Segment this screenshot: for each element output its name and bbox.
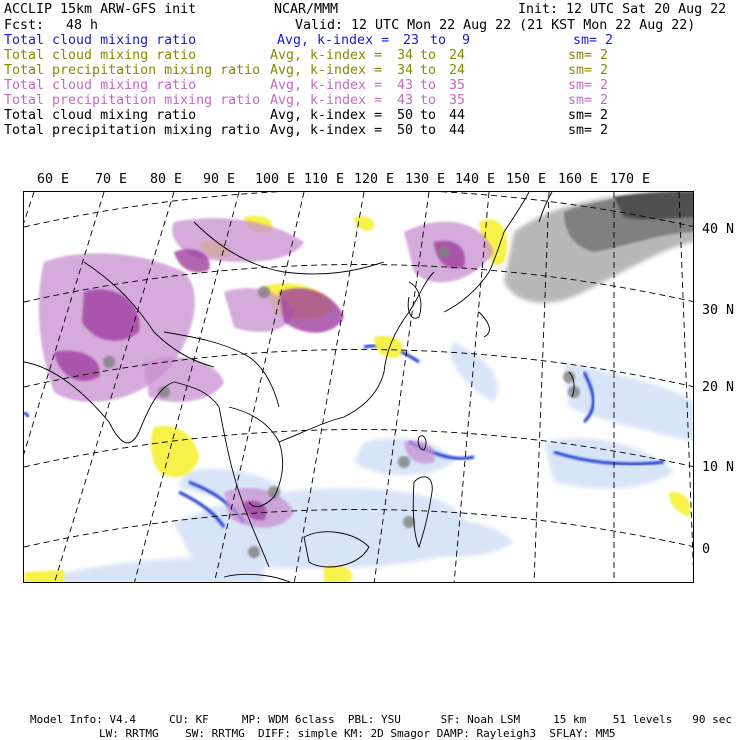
weather-map	[23, 191, 694, 583]
longitude-label: 140 E	[455, 172, 496, 187]
cloud-dark-grey	[614, 192, 694, 219]
field-avg-label: Avg, k-index =	[270, 123, 383, 138]
coastline	[408, 282, 421, 318]
field-k-to-word: to	[420, 123, 437, 138]
field-avg-label: Avg, k-index =	[270, 78, 383, 93]
longitude-label: 90 E	[203, 172, 236, 187]
cloud-yellow	[151, 426, 199, 477]
field-avg-label: Avg, k-index =	[277, 33, 390, 48]
field-name: Total cloud mixing ratio	[4, 108, 197, 123]
latitude-label: 30 N	[702, 303, 735, 318]
cloud-yellow	[324, 566, 352, 583]
field-k-from: 23	[403, 33, 420, 48]
cloud-yellow	[669, 492, 691, 517]
field-smoothing: sm= 2	[573, 33, 614, 48]
cloud-yellow	[374, 336, 402, 358]
longitude-label: 170 E	[610, 172, 651, 187]
latitude-label: 0	[702, 542, 711, 557]
latitude-label: 40 N	[702, 222, 735, 237]
cloud-grey-spot	[103, 356, 115, 368]
cloud-grey-spot	[248, 546, 260, 558]
longitude-label: 130 E	[405, 172, 446, 187]
field-k-to: 44	[449, 108, 466, 123]
field-avg-label: Avg, k-index =	[270, 108, 383, 123]
model-title: ACCLIP 15km ARW-GFS init	[4, 2, 197, 17]
cloud-lavender	[144, 357, 224, 402]
longitude-label: 150 E	[506, 172, 547, 187]
cloud-yellow	[24, 570, 64, 583]
field-k-to: 9	[462, 33, 471, 48]
forecast-hour: 48 h	[66, 18, 99, 33]
field-k-to-word: to	[420, 48, 437, 63]
field-avg-label: Avg, k-index =	[270, 48, 383, 63]
field-k-to-word: to	[420, 63, 437, 78]
field-k-to: 35	[449, 78, 466, 93]
longitude-line	[679, 192, 694, 583]
field-avg-label: Avg, k-index =	[270, 93, 383, 108]
field-k-from: 43	[397, 78, 414, 93]
longitude-label: 70 E	[95, 172, 128, 187]
field-k-from: 34	[397, 63, 414, 78]
cloud-purple	[279, 288, 344, 333]
field-k-from: 50	[397, 108, 414, 123]
cloud-yellow	[354, 216, 374, 230]
field-k-from: 34	[397, 48, 414, 63]
longitude-line	[24, 192, 34, 583]
field-name: Total precipitation mixing ratio	[4, 63, 261, 78]
longitude-label: 110 E	[304, 172, 345, 187]
valid-time: Valid: 12 UTC Mon 22 Aug 22 (21 KST Mon 22 Aug 22)	[295, 18, 696, 33]
longitude-label: 120 E	[354, 172, 395, 187]
field-k-from: 43	[397, 93, 414, 108]
longitude-label: 80 E	[150, 172, 183, 187]
field-smoothing: sm= 2	[568, 78, 609, 93]
field-smoothing: sm= 2	[568, 63, 609, 78]
field-smoothing: sm= 2	[568, 123, 609, 138]
cloud-grey-spot	[438, 246, 450, 258]
map-canvas	[24, 192, 694, 583]
field-k-to-word: to	[420, 93, 437, 108]
physics-info-line: LW: RRTMG SW: RRTMG DIFF: simple KM: 2D Smagor DAMP: Rayleigh3 SFLAY: MM5	[99, 727, 616, 740]
field-k-to: 24	[449, 48, 466, 63]
field-name: Total cloud mixing ratio	[4, 48, 197, 63]
field-smoothing: sm= 2	[568, 48, 609, 63]
forecast-label: Fcst:	[4, 18, 45, 33]
field-smoothing: sm= 2	[568, 108, 609, 123]
field-k-from: 50	[397, 123, 414, 138]
field-k-to: 35	[449, 93, 466, 108]
field-name: Total cloud mixing ratio	[4, 78, 197, 93]
field-k-to: 44	[449, 123, 466, 138]
field-k-to-word: to	[420, 78, 437, 93]
longitude-label: 160 E	[558, 172, 599, 187]
field-k-to: 24	[449, 63, 466, 78]
institution-label: NCAR/MMM	[274, 2, 339, 17]
cloud-grey-spot	[398, 456, 410, 468]
cloud-grey-spot	[258, 286, 270, 298]
longitude-label: 100 E	[255, 172, 296, 187]
init-time: Init: 12 UTC Sat 20 Aug 22	[518, 2, 727, 17]
model-info-line: Model Info: V4.4 CU: KF MP: WDM 6class PBL: YSU SF: Noah LSM 15 km 51 levels 90 sec	[30, 713, 732, 726]
field-avg-label: Avg, k-index =	[270, 63, 383, 78]
field-name: Total cloud mixing ratio	[4, 33, 197, 48]
field-smoothing: sm= 2	[568, 93, 609, 108]
field-k-to-word: to	[430, 33, 447, 48]
latitude-label: 10 N	[702, 460, 735, 475]
longitude-label: 60 E	[37, 172, 70, 187]
field-name: Total precipitation mixing ratio	[4, 123, 261, 138]
cloud-blue-band	[24, 412, 29, 417]
field-k-to-word: to	[420, 108, 437, 123]
field-name: Total precipitation mixing ratio	[4, 93, 261, 108]
latitude-label: 20 N	[702, 380, 735, 395]
